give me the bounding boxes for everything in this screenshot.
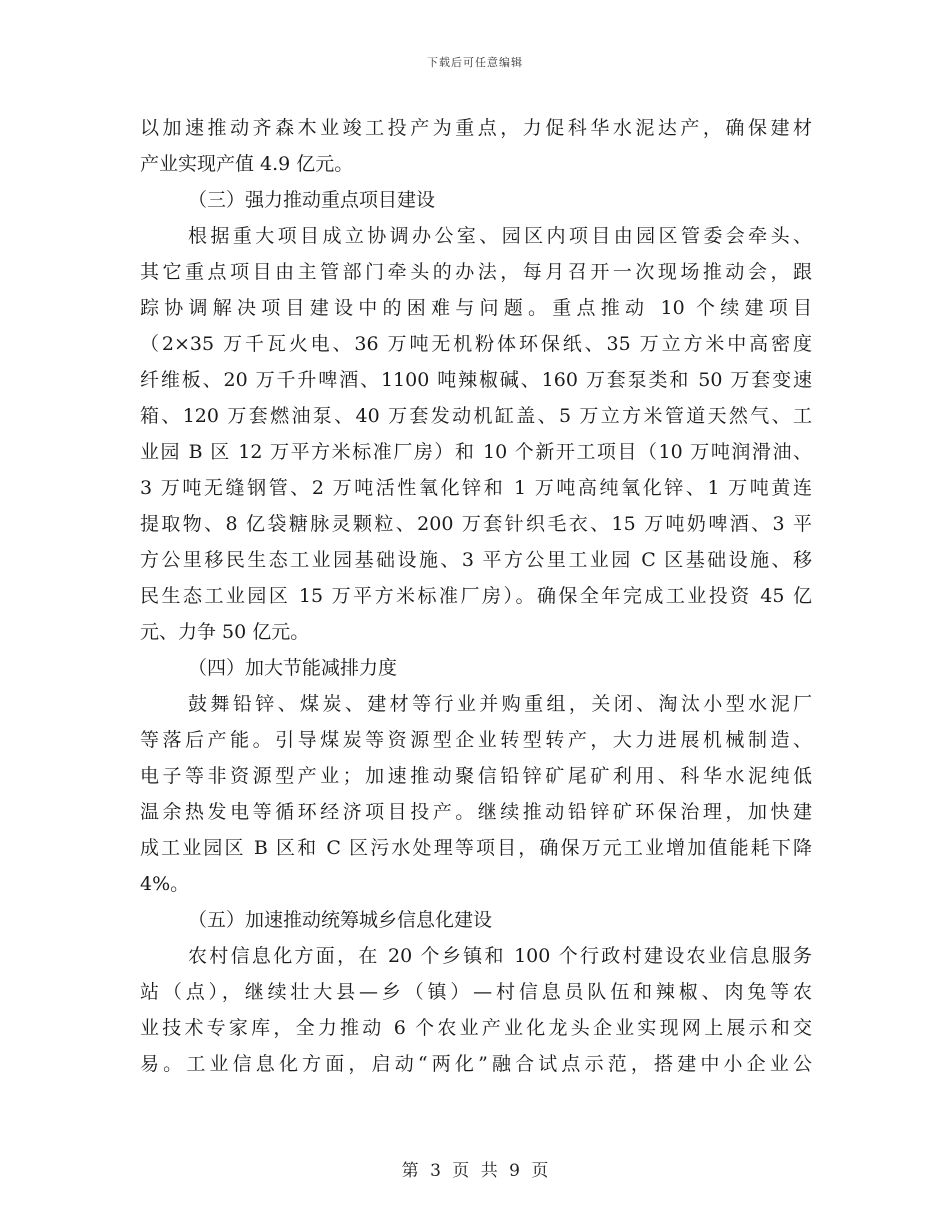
body-line: 成工业园区 B 区和 C 区污水处理等项目，确保万元工业增加值能耗下降: [140, 837, 812, 859]
body-line: 等落后产能。引导煤炭等资源型企业转型转产，大力进展机械制造、: [140, 729, 812, 751]
body-line: 温余热发电等循环经济项目投产。继续推动铅锌矿环保治理，加快建: [140, 801, 812, 823]
section-heading: （三）强力推动重点项目建设: [188, 189, 436, 211]
body-line: 以加速推动齐森木业竣工投产为重点，力促科华水泥达产，确保建材: [140, 117, 812, 139]
body-line: 业技术专家库，全力推动 6 个农业产业化龙头企业实现网上展示和交: [140, 1017, 812, 1039]
body-line: 箱、120 万套燃油泵、40 万套发动机缸盖、5 万立方米管道天然气、工: [140, 405, 812, 427]
body-line: 站（点），继续壮大县—乡（镇）—村信息员队伍和辣椒、肉兔等农: [140, 981, 812, 1003]
body-line: 民生态工业园区 15 万平方米标准厂房）。确保全年完成工业投资 45 亿: [140, 585, 812, 607]
body-line: （2×35 万千瓦火电、36 万吨无机粉体环保纸、35 万立方米中高密度: [140, 333, 812, 355]
body-line: 鼓舞铅锌、煤炭、建材等行业并购重组，关闭、淘汰小型水泥厂: [188, 693, 812, 715]
body-line: 根据重大项目成立协调办公室、园区内项目由园区管委会牵头、: [188, 225, 812, 247]
body-line: 产业实现产值 4.9 亿元。: [140, 153, 354, 175]
body-line: 电子等非资源型产业；加速推动聚信铅锌矿尾矿利用、科华水泥纯低: [140, 765, 812, 787]
page-number-footer: 第 3 页 共 9 页: [401, 1161, 549, 1181]
body-line: 元、力争 50 亿元。: [140, 621, 310, 643]
body-line: 方公里移民生态工业园基础设施、3 平方公里工业园 C 区基础设施、移: [140, 549, 812, 571]
document-body: [140, 110, 812, 1082]
body-line: 纤维板、20 万千升啤酒、1100 吨辣椒碱、160 万套泵类和 50 万套变速: [140, 369, 812, 391]
body-line: 农村信息化方面，在 20 个乡镇和 100 个行政村建设农业信息服务: [188, 945, 812, 967]
body-line: 踪协调解决项目建设中的困难与问题。重点推动 10 个续建项目: [140, 297, 812, 319]
section-heading: （五）加速推动统筹城乡信息化建设: [188, 909, 493, 931]
body-line: 业园 B 区 12 万平方米标准厂房）和 10 个新开工项目（10 万吨润滑油、: [140, 441, 812, 463]
body-line: 易。工业信息化方面，启动“两化”融合试点示范，搭建中小企业公: [140, 1053, 812, 1075]
section-heading: （四）加大节能减排力度: [188, 657, 398, 679]
body-line: 其它重点项目由主管部门牵头的办法，每月召开一次现场推动会，跟: [140, 261, 812, 283]
body-line: 3 万吨无缝钢管、2 万吨活性氧化锌和 1 万吨高纯氧化锌、1 万吨黄连: [140, 477, 812, 499]
body-line: 提取物、8 亿袋糖脉灵颗粒、200 万套针织毛衣、15 万吨奶啤酒、3 平: [140, 513, 812, 535]
body-line: 4%。: [140, 873, 190, 895]
page-header-note: 下载后可任意编辑: [427, 56, 523, 69]
